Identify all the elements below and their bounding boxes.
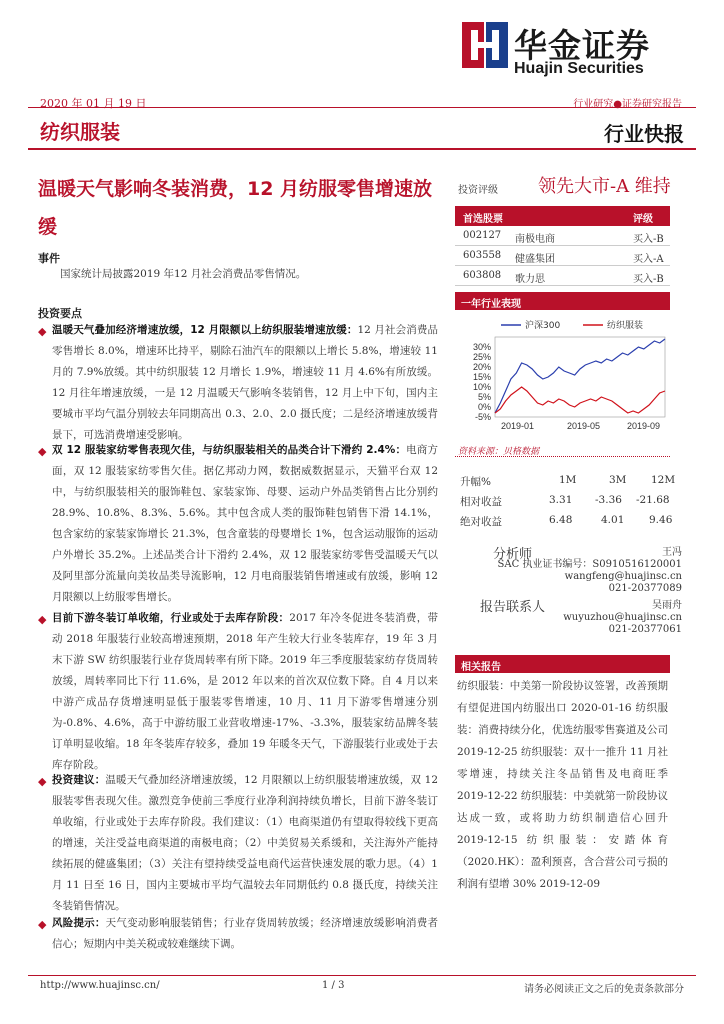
disclaimer-note: 请务必阅读正文之后的免责条款部分 [524, 984, 684, 995]
divider [455, 456, 670, 457]
legend-label: 纺织服装 [607, 321, 644, 331]
logo-icon [462, 22, 508, 68]
returns-12m: 9.46 [649, 514, 673, 526]
y-tick-label: 0% [477, 402, 491, 412]
returns-1m: 3.31 [549, 494, 573, 506]
stock-rating: 买入-B [633, 234, 664, 245]
report-date: 2020 年 01 月 19 日 [40, 97, 147, 110]
y-tick-label: -5% [474, 412, 491, 422]
points-label: 投资要点 [38, 307, 82, 320]
point-4-bold: 投资建议： [52, 774, 106, 786]
perf-title: 一年行业表现 [455, 292, 670, 310]
contact-name: 吴雨舟 [652, 600, 682, 611]
stock-name: 歌力思 [515, 274, 545, 285]
event-text: 国家统计局披露2019 年12 月社会消费品零售情况。 [60, 268, 307, 280]
returns-3m: 4.01 [601, 514, 625, 526]
point-3 [52, 608, 438, 776]
stock-code: 002127 [463, 230, 502, 241]
analyst-name: 王冯 [662, 547, 682, 558]
returns-header-3m: 3M [609, 474, 627, 486]
chart-source: 资料来源：贝格数据 [458, 447, 540, 457]
stocks-header [455, 206, 670, 226]
brand-name-en: Huajin Securities [514, 60, 644, 77]
contact-email: wuyuzhou@huajinsc.cn [563, 612, 682, 623]
point-4-text: 温暖天气叠加经济增速放缓，12 月限额以上纺织服装增速放缓，双 12 服装零售表现欠佳。激烈竞争使前三季度行业净利润持续负增长，目前下游冬装订单收缩，行业或处于去库存阶段。我们建议：（1）电商渠道仍有望取得较线下更高的增速，关注受益电商渠道的南极电商；（2）中美贸易关系缓和，关注海外产能持续拓展的健盛集团；（3）关注有望持续受益电商代运营快速发展的歌力思。（4）1 月 11 日至 16 日，国内主要城市平均气温较去年同期低约 0.8 摄氏度，持续关注冬装销售情况。 [52, 774, 438, 912]
performance-chart [455, 315, 670, 440]
returns-label: 相对收益 [460, 496, 502, 508]
related-title: 相关报告 [455, 655, 670, 673]
stock-code: 603808 [463, 270, 502, 281]
stock-row [455, 266, 670, 286]
footer-divider [28, 975, 696, 976]
returns-12m: -21.68 [636, 494, 670, 506]
point-5 [52, 913, 438, 955]
stock-row [455, 246, 670, 266]
bullet-icon: ◆ [38, 445, 47, 458]
returns-3m: -3.36 [595, 494, 622, 506]
contact-phone: 021-20377061 [608, 624, 682, 635]
stock-rating: 买入-A [633, 254, 664, 265]
stock-name: 南极电商 [515, 234, 555, 245]
rating-label: 投资评级 [458, 185, 498, 196]
stocks-header-rating: 评级 [633, 214, 653, 225]
point-1-text: 12 月社会消费品零售增长 8.0%，增速环比持平，剔除石油汽车的限额以上增长 5.8%，增速较 11 月的 7.9%放缓。其中纺织服装 12 月增长 1.9%，增速较 11 月 4.6%有所放缓。12 月往年增速放缓，一是 12 月温暖天气影响冬装销售，12 月上中下旬，国内主要城市平均气温分别较去年同期高出 0.3、2.0、2.0 摄氏度；二是经济增速放缓背景下，可选消费增速受影响。 [52, 324, 438, 441]
x-tick-label: 2019-05 [567, 421, 601, 431]
point-2 [52, 440, 438, 608]
brand-name-cn: 华金证券 [514, 26, 650, 65]
related-reports: 纺织服装：中美第一阶段协议签署，改善预期有望促进国内纺服出口 2020-01-16 纺织服装：消费持续分化，优选纺服零售赛道及公司 2019-12-25 纺织服装：双十一推升 11 月社零增速，持续关注冬品销售及电商旺季 2019-12-22 纺织服装：中美就第一阶段协议达成一致，或将助力纺织制造信心回升 2019-12-15 纺织服装：安踏体育（2020.HK）：盈利预喜，含合营公司亏损的利润有望增 30% 2019-12-09 [457, 680, 668, 890]
y-tick-label: 5% [477, 392, 491, 402]
analyst-phone: 021-20377089 [608, 583, 682, 594]
returns-header-label: 升幅% [460, 476, 491, 488]
plot-frame [495, 337, 665, 417]
bullet-icon: ◆ [38, 613, 47, 626]
point-4 [52, 770, 438, 917]
point-2-text: 电商方面，双 12 服装家纺零售欠佳。据亿邦动力网，数据威数据显示，天猫平台双 12 中，与纺织服装相关的服饰鞋包、家装家饰、母婴、运动户外品类销售占比分别约 28.9%、10.8%、8.3%、5.6%。其中包含成人类的服饰鞋包销售下滑 14.1%，包含家纺的家装家饰增长 21.3%，包含童装的母婴增长 1%，包含运动服饰的运动户外增长 35.2%。上述品类合计下滑约 2.4%，双 12 服装家纺零售受温暖天气以及阿里部分流量向美妆品类导流影响，12 月电商服装销售增速或有放缓，影响 12 月限额以上纺服零售增长。 [52, 444, 438, 603]
event-label: 事件 [38, 252, 60, 265]
footer-url[interactable]: http://www.huajinsc.cn/ [40, 980, 160, 991]
point-1-bold: 温暖天气叠加经济增速放缓，12 月限额以上纺织服装增速放缓： [52, 324, 358, 336]
analyst-block [498, 547, 682, 595]
x-tick-label: 2019-09 [627, 421, 661, 431]
y-tick-label: 20% [472, 362, 491, 372]
y-tick-label: 10% [472, 382, 491, 392]
bullet-icon: ◆ [38, 775, 47, 788]
header-band [28, 107, 696, 150]
report-title: 温暖天气影响冬装消费，12 月纺服零售增速放缓 [38, 178, 433, 238]
contact-block [563, 600, 682, 636]
returns-header [455, 470, 676, 492]
stocks-header-label: 首选股票 [463, 214, 503, 225]
y-tick-label: 15% [472, 372, 491, 382]
point-3-text: 2017 年冷冬促进冬装消费，带动 2018 年服装行业较高增速预期，2018 年产生较大行业冬装库存，19 年 3 月末下游 SW 纺织服装行业存货周转率有所下降。2019 年三季度服装家纺存货周转放缓，周转率同比下行 11.6%，是 2012 年以来的首次双位数下降。自 4 月以来中游产成品存货增速明显低于服装零售增速，10 月、11 月下游零售增速分别为-0.8%、4.6%，高于中游纺服工业营收增速-17%、-3.3%，服装家纺品牌冬装订单明显收缩。18 年冬装库存较多，叠加 19 年暖冬天气，下游服装行业或处于去库存阶段。 [52, 612, 439, 771]
series-line [495, 387, 665, 413]
series-line [495, 339, 665, 413]
analyst-email: wangfeng@huajinsc.cn [564, 571, 682, 582]
returns-row [455, 510, 673, 532]
contact-label: 报告联系人 [480, 600, 546, 615]
point-1 [52, 320, 438, 446]
stock-row [455, 226, 670, 246]
stock-code: 603558 [463, 250, 502, 261]
rating-value: 领先大市-A 维持 [538, 176, 671, 197]
returns-1m: 6.48 [549, 514, 573, 526]
y-tick-label: 30% [472, 342, 491, 352]
stock-name: 健盛集团 [515, 254, 555, 265]
bullet-icon: ◆ [38, 325, 47, 338]
legend-label: 沪深300 [525, 321, 561, 331]
report-type: 行业研究●证券研究报告 [573, 99, 682, 110]
page-number: 1 / 3 [322, 980, 345, 991]
y-tick-label: 25% [472, 352, 491, 362]
bullet-icon: ◆ [38, 918, 47, 931]
industry-label: 纺织服装 [40, 120, 120, 144]
point-5-text: 天气变动影响服装销售；行业存货周转放缓；经济增速放缓影响消费者信心；短期内中美关税或较难继续下调。 [52, 917, 439, 950]
x-tick-label: 2019-01 [501, 421, 535, 431]
analyst-label: 分析师 [493, 547, 533, 562]
returns-row [455, 490, 670, 512]
returns-label: 绝对收益 [460, 516, 502, 528]
returns-header-12m: 12M [651, 474, 676, 486]
report-kind: 行业快报 [604, 122, 684, 146]
point-3-bold: 目前下游冬装订单收缩，行业或处于去库存阶段： [52, 612, 290, 624]
point-5-bold: 风险提示： [52, 917, 106, 929]
analyst-license: SAC 执业证书编号：S0910516120001 [497, 559, 682, 570]
point-2-bold: 双 12 服装家纺零售表现欠佳，与纺织服装相关的品类合计下滑约 2.4%： [52, 444, 407, 456]
returns-header-1m: 1M [559, 474, 577, 486]
stock-rating: 买入-B [633, 274, 664, 285]
